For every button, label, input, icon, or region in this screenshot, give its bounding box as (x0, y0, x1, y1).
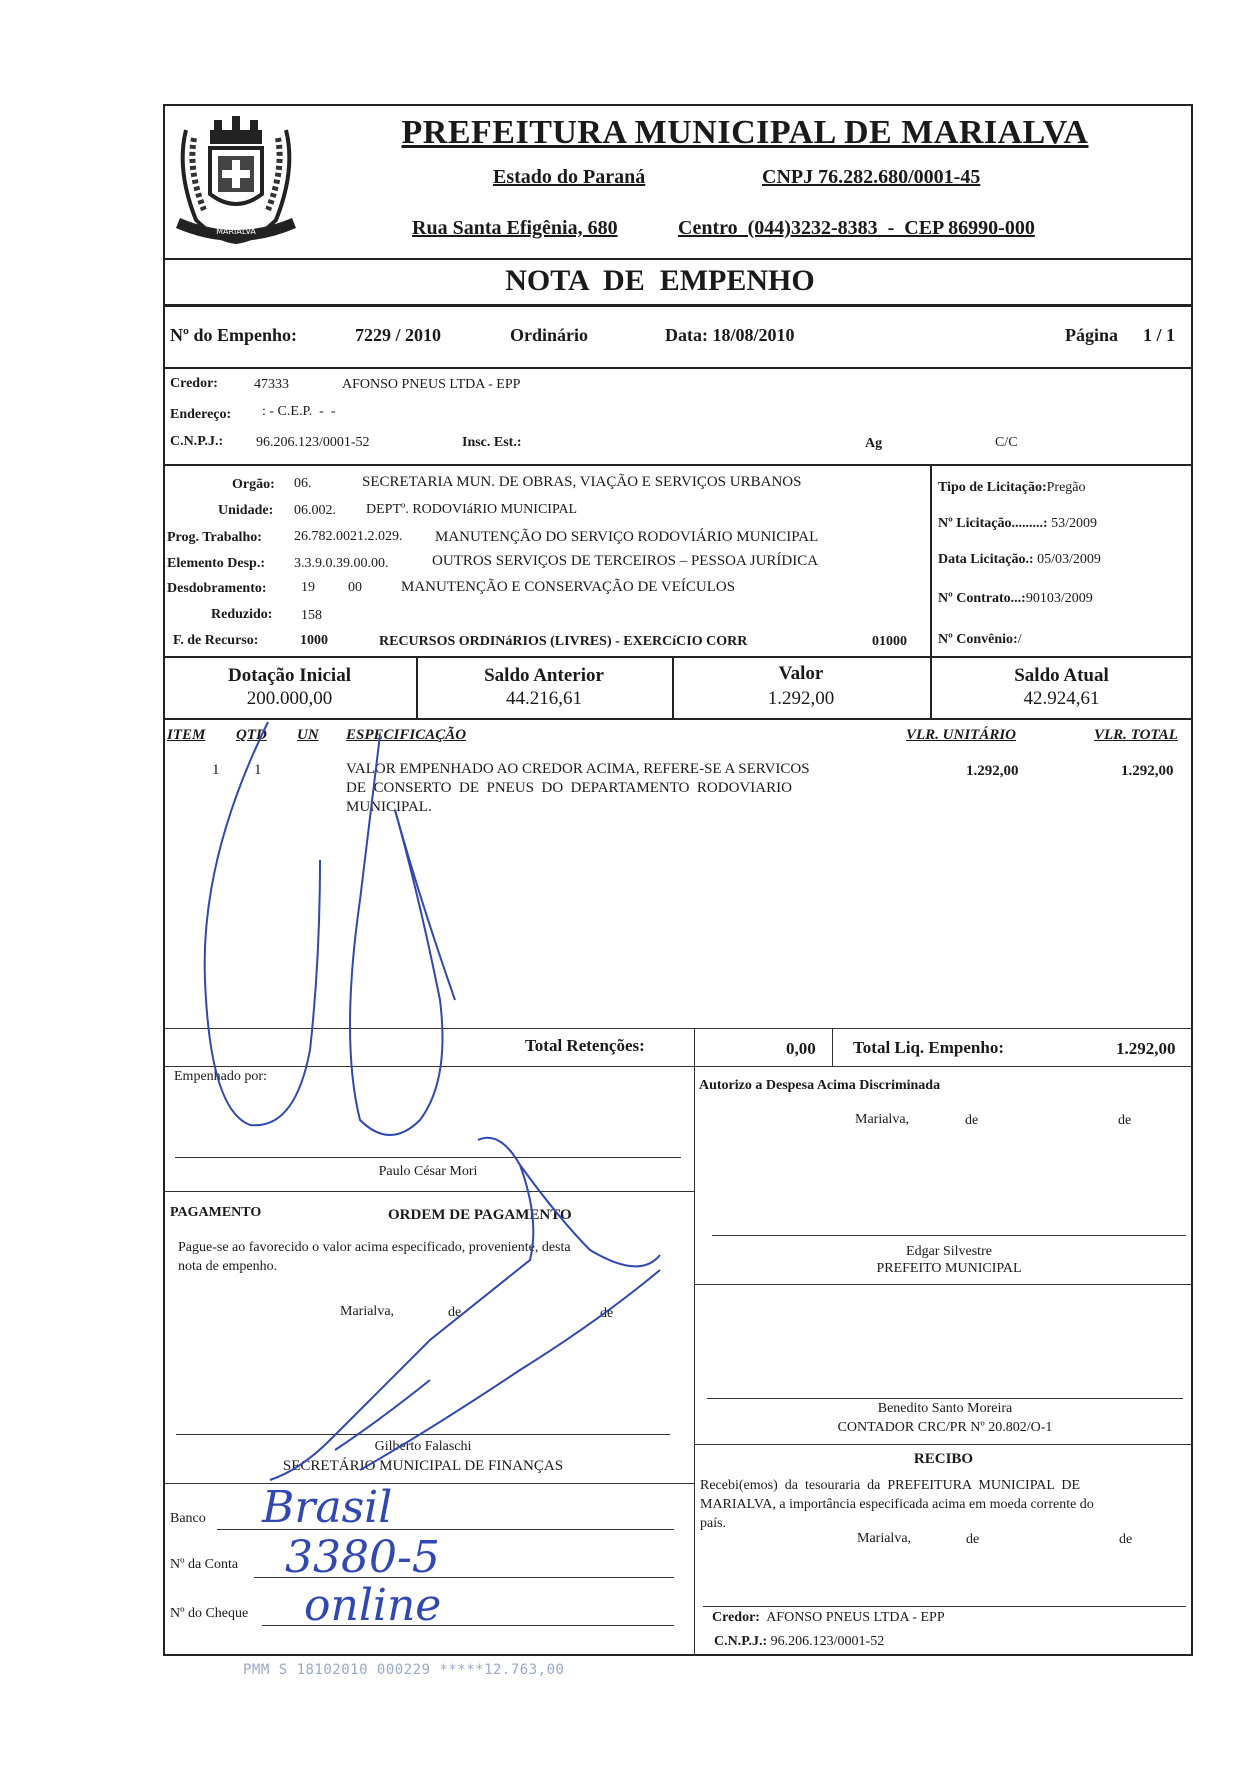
pagamento-signer-role: SECRETÁRIO MUNICIPAL DE FINANÇAS (282, 1458, 564, 1474)
empenho-label: Nº do Empenho: (170, 325, 297, 345)
autorizo-label: Autorizo a Despesa Acima Discriminada (699, 1078, 941, 1093)
fonte-recurso-label: F. de Recurso: (173, 633, 259, 648)
pagamento-text-line1: Pague-se ao favorecido o valor acima especificado, proveniente, desta (178, 1240, 571, 1255)
numero-convenio-value: / (1017, 632, 1022, 647)
elemento-desp-label: Elemento Desp.: (167, 556, 265, 571)
pagamento-place: Marialva, (340, 1304, 395, 1319)
autorizo-de2: de (1118, 1113, 1132, 1128)
col-item: ITEM (167, 727, 206, 743)
desdobramento-desc: MANUTENÇÃO E CONSERVAÇÃO DE VEÍCULOS (401, 579, 736, 595)
autorizo-signer: Edgar Silvestre (906, 1244, 992, 1259)
recibo-text-line1: Recebi(emos) da tesouraria da PREFEITURA MUNICIPAL DE (700, 1478, 1081, 1493)
ordem-pagamento-label: ORDEM DE PAGAMENTO (388, 1207, 572, 1223)
page-number: 1 / 1 (1143, 325, 1176, 345)
data-licitacao-label: Data Licitação.: (938, 552, 1034, 567)
reduzido-label: Reduzido: (211, 607, 273, 622)
saldo-anterior-value: 44.216,61 (506, 688, 582, 709)
recibo-place: Marialva, (857, 1531, 912, 1546)
endereco-label: Endereço: (170, 407, 232, 422)
autorizo-signer-role: PREFEITO MUNICIPAL (876, 1261, 1022, 1276)
saldo-anterior-label: Saldo Anterior (484, 665, 604, 686)
empenho-number: 7229 / 2010 (355, 325, 442, 345)
dotacao-inicial-value: 200.000,00 (246, 688, 333, 709)
fonte-recurso-desc: RECURSOS ORDINáRIOS (LIVRES) - EXERCíCIO CORR (379, 634, 748, 649)
cnpj-credor-label: C.N.P.J.: (170, 434, 224, 449)
fonte-recurso-code: 1000 (300, 633, 328, 648)
orgao-code: 06. (294, 476, 312, 491)
recibo-cnpj-value: 96.206.123/0001-52 (770, 1634, 885, 1649)
endereco-value: : - C.E.P. - - (262, 404, 336, 419)
district-phone-cep: Centro (044)3232-8383 - CEP 86990-000 (678, 217, 1035, 239)
unidade-desc: DEPTº. RODOVIáRIO MUNICIPAL (366, 502, 578, 517)
recibo-text-line2: MARIALVA, a importância especificada acima em moeda corrente do (700, 1497, 1094, 1512)
numero-contrato-label: Nº Contrato...: (938, 591, 1026, 606)
recibo-de1: de (966, 1532, 980, 1547)
banco-handwritten: Brasil (262, 1482, 393, 1533)
cnpj-credor-value: 96.206.123/0001-52 (256, 435, 370, 450)
elemento-desp-code: 3.3.9.0.39.00.00. (294, 556, 389, 571)
desdobramento-code2: 00 (348, 580, 362, 595)
valor-label: Valor (778, 663, 824, 684)
cheque-label: Nº do Cheque (170, 1606, 249, 1621)
saldo-atual-label: Saldo Atual (1014, 665, 1109, 686)
item-desc-line2: DE CONSERTO DE PNEUS DO DEPARTAMENTO RODOVIARIO (346, 780, 792, 796)
col-qtd: QTD (236, 727, 267, 743)
state-label: Estado do Paraná (493, 166, 646, 188)
address-label: Rua Santa Efigênia, 680 (412, 217, 618, 239)
cc-label: C/C (995, 435, 1018, 450)
tipo-licitacao-label: Tipo de Licitação: (938, 480, 1047, 495)
prog-trabalho-code: 26.782.0021.2.029. (294, 529, 403, 544)
item-qtd: 1 (254, 762, 262, 778)
empenhado-por-label: Empenhado por: (174, 1069, 267, 1084)
autorizo-de1: de (965, 1113, 979, 1128)
desdobramento-code1: 19 (301, 580, 315, 595)
numero-contrato (938, 591, 1093, 607)
data-licitacao (938, 552, 1101, 568)
col-vlr-unitario: VLR. UNITÁRIO (906, 727, 1017, 743)
page-title: PREFEITURA MUNICIPAL DE MARIALVA (401, 114, 1089, 151)
orgao-label: Orgão: (232, 477, 275, 492)
pagamento-label: PAGAMENTO (170, 1205, 262, 1220)
tipo-licitacao-value: Pregão (1046, 480, 1086, 495)
conta-label: Nº da Conta (170, 1557, 239, 1572)
numero-licitacao-label: Nº Licitação.........: (938, 516, 1048, 531)
credor-code: 47333 (254, 377, 289, 392)
saldo-atual-value: 42.924,61 (1023, 688, 1100, 709)
numero-convenio (938, 632, 1022, 648)
prog-trabalho-desc: MANUTENÇÃO DO SERVIÇO RODOVIÁRIO MUNICIPAL (435, 529, 819, 545)
autorizo-place: Marialva, (855, 1112, 910, 1127)
valor-value: 1.292,00 (767, 688, 835, 709)
total-retencoes-value: 0,00 (786, 1039, 816, 1058)
pagamento-text-line2: nota de empenho. (178, 1259, 278, 1274)
col-vlr-total: VLR. TOTAL (1094, 727, 1178, 743)
desdobramento-label: Desdobramento: (167, 581, 267, 596)
orgao-desc: SECRETARIA MUN. DE OBRAS, VIAÇÃO E SERVIÇOS URBANOS (362, 474, 802, 490)
coat-of-arms-logo (166, 110, 306, 258)
item-desc-line3: MUNICIPAL. (346, 799, 432, 815)
ag-label: Ag (865, 436, 883, 451)
pagamento-de1: de (448, 1305, 462, 1320)
total-liq-label: Total Liq. Empenho: (853, 1038, 1004, 1057)
insc-est-label: Insc. Est.: (462, 435, 522, 450)
empenho-type: Ordinário (510, 325, 589, 345)
contador-role: CONTADOR CRC/PR Nº 20.802/O-1 (837, 1420, 1053, 1435)
total-retencoes-label: Total Retenções: (525, 1036, 645, 1055)
item-number: 1 (212, 762, 220, 778)
numero-licitacao-value: 53/2009 (1051, 516, 1097, 531)
empenhado-signer: Paulo César Mori (378, 1164, 478, 1179)
recibo-text-line3: país. (700, 1516, 727, 1531)
numero-convenio-label: Nº Convênio: (938, 632, 1018, 647)
cnpj-label: CNPJ 76.282.680/0001-45 (762, 166, 981, 188)
machine-stamp: PMM S 18102010 000229 *****12.763,00 (243, 1662, 565, 1678)
cheque-handwritten: online (304, 1580, 442, 1631)
conta-handwritten: 3380-5 (285, 1532, 440, 1583)
recibo-cnpj-label: C.N.P.J.: (714, 1634, 768, 1649)
empenho-date: Data: 18/08/2010 (665, 325, 795, 345)
recibo-de2: de (1119, 1532, 1133, 1547)
pagamento-de2: de (600, 1306, 614, 1321)
recibo-credor (712, 1610, 945, 1626)
numero-contrato-value: 90103/2009 (1025, 591, 1093, 606)
recibo-cnpj (714, 1634, 884, 1650)
credor-label: Credor: (170, 376, 218, 391)
recibo-credor-label: Credor: (712, 1610, 760, 1625)
item-vlr-total: 1.292,00 (1121, 763, 1174, 779)
unidade-code: 06.002. (294, 503, 336, 518)
page-number-label: Página (1065, 325, 1119, 345)
credor-name: AFONSO PNEUS LTDA - EPP (342, 377, 521, 392)
unidade-label: Unidade: (218, 503, 274, 518)
svg-text:MARIALVA: MARIALVA (216, 227, 256, 236)
doc-title: NOTA DE EMPENHO (505, 264, 815, 297)
prog-trabalho-label: Prog. Trabalho: (167, 530, 262, 545)
total-liq-value: 1.292,00 (1116, 1039, 1176, 1058)
reduzido-value: 158 (301, 608, 322, 623)
item-desc-line1: VALOR EMPENHADO AO CREDOR ACIMA, REFERE-SE A SERVICOS (346, 761, 810, 777)
data-licitacao-value: 05/03/2009 (1037, 552, 1101, 567)
elemento-desp-desc: OUTROS SERVIÇOS DE TERCEIROS – PESSOA JURÍDICA (432, 553, 819, 569)
item-vlr-unitario: 1.292,00 (966, 763, 1019, 779)
fonte-recurso-code2: 01000 (872, 634, 907, 649)
recibo-credor-value: AFONSO PNEUS LTDA - EPP (766, 1610, 945, 1625)
recibo-title: RECIBO (913, 1451, 974, 1467)
banco-label: Banco (170, 1511, 206, 1526)
col-especificacao: ESPECIFICAÇÃO (346, 727, 467, 743)
col-un: UN (297, 727, 319, 743)
numero-licitacao (938, 516, 1097, 532)
tipo-licitacao (938, 480, 1086, 496)
contador-signer: Benedito Santo Moreira (877, 1401, 1013, 1416)
dotacao-inicial-label: Dotação Inicial (228, 665, 351, 686)
pagamento-signer: Gilberto Falaschi (374, 1439, 472, 1454)
